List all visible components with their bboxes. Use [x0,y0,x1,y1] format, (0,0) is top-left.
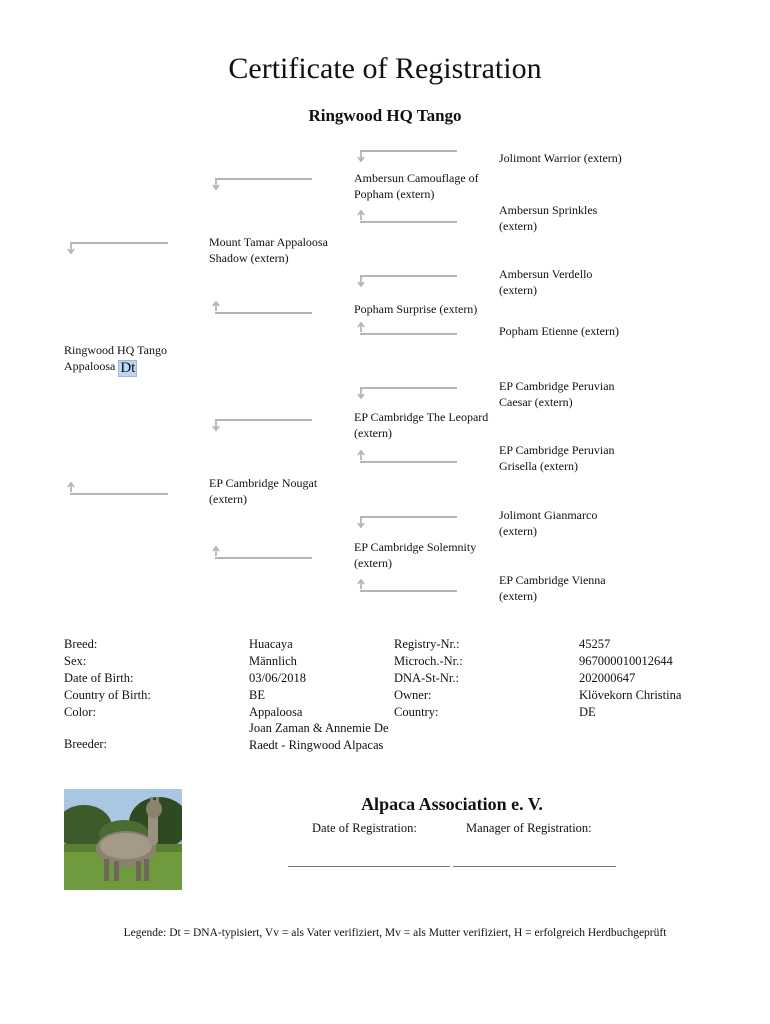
dam-name: EP Cambridge Nougat (extern) [209,476,318,506]
ancestor-name: EP Cambridge Peruvian Caesar (extern) [499,379,615,409]
arrow-up-icon [356,210,366,220]
connector-line [215,312,312,314]
breed-value: Huacaya [249,637,293,651]
maternal-grandsire-name: EP Cambridge The Leopard (extern) [354,410,489,440]
connector-line [70,493,168,495]
connector-line [360,516,457,518]
owner-label: Owner: [394,688,432,702]
subject-name: Ringwood HQ Tango [64,343,167,357]
association-name: Alpaca Association e. V. [361,794,543,814]
connector-line [360,333,457,335]
arrow-down-icon [211,180,221,190]
registry-label: Registry-Nr.: [394,637,460,651]
arrow-down-icon [66,244,76,254]
arrow-up-icon [211,301,221,311]
ancestor-name: Jolimont Gianmarco (extern) [499,508,598,538]
connector-line [360,387,457,389]
ancestor-name: Jolimont Warrior (extern) [499,151,622,165]
connector-line [360,590,457,592]
dna-value: 202000647 [579,671,636,685]
connector-line [70,242,168,244]
country-value: DE [579,705,596,719]
manager-signature-line [453,866,616,867]
connector-line [360,275,457,277]
ancestor-name: Popham Etienne (extern) [499,324,619,338]
paternal-grandsire-name: Ambersun Camouflage of Popham (extern) [354,171,479,201]
connector-line [360,221,457,223]
cob-label: Country of Birth: [64,688,151,702]
microchip-value: 967000010012644 [579,654,673,668]
arrow-down-icon [356,277,366,287]
date-signature-line [288,866,450,867]
sex-value: Männlich [249,654,297,668]
arrow-down-icon [356,152,366,162]
subject-animal [64,342,204,377]
country-label: Country: [394,705,439,719]
cob-value: BE [249,688,265,702]
arrow-up-icon [356,450,366,460]
ancestor-name: EP Cambridge Vienna (extern) [499,573,606,603]
certificate-title: Certificate of Registration [228,52,542,85]
ancestor-name: EP Cambridge Peruvian Grisella (extern) [499,443,615,473]
arrow-down-icon [356,389,366,399]
ancestor-name: Ambersun Verdello (extern) [499,267,593,297]
ancestor-name: Ambersun Sprinkles (extern) [499,203,598,233]
animal-name-heading: Ringwood HQ Tango [308,106,462,125]
date-of-registration-label: Date of Registration: [312,821,417,835]
color-value: Appaloosa [249,705,303,719]
dob-value: 03/06/2018 [249,671,306,685]
arrow-up-icon [66,482,76,492]
color-label: Color: [64,705,96,719]
dob-label: Date of Birth: [64,671,134,685]
sire-name: Mount Tamar Appaloosa Shadow (extern) [209,235,328,265]
sex-label: Sex: [64,654,87,668]
connector-line [360,150,457,152]
subject-color-line [64,358,204,377]
connector-line [215,557,312,559]
arrow-up-icon [211,546,221,556]
arrow-down-icon [211,421,221,431]
legend-text: Legende: Dt = DNA-typisiert, Vv = als Vater verifiziert, Mv = als Mutter verifiziert, H = erfolgreich Herdbuchgeprüft [123,927,667,939]
registry-value: 45257 [579,637,611,651]
breeder-label: Breeder: [64,737,108,751]
arrow-up-icon [356,322,366,332]
dna-typed-badge[interactable]: Dt [120,360,136,376]
microchip-label: Microch.-Nr.: [394,654,463,668]
dna-label: DNA-St-Nr.: [394,671,459,685]
owner-value: Klövekorn Christina [579,688,682,702]
maternal-granddam-name: EP Cambridge Solemnity (extern) [354,540,477,570]
breed-label: Breed: [64,637,98,651]
paternal-granddam-name: Popham Surprise (extern) [354,302,478,316]
connector-line [360,461,457,463]
connector-line [215,178,312,180]
connector-line [215,419,312,421]
breeder-value: Joan Zaman & Annemie De Raedt - Ringwood Alpacas [249,721,389,752]
arrow-up-icon [356,579,366,589]
manager-of-registration-label: Manager of Registration: [466,821,592,835]
subject-color: Appaloosa [64,359,116,373]
arrow-down-icon [356,518,366,528]
